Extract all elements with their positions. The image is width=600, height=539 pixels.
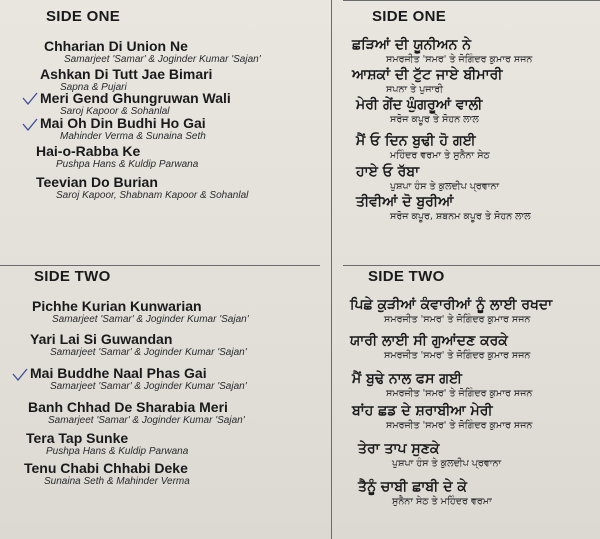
track-title: Mai Oh Din Budhi Ho Gai	[40, 115, 206, 131]
track-credit: Mahinder Verma & Sunaina Seth	[60, 131, 206, 142]
track-title: ਤੈਨੂੰ ਚਾਬੀ ਛਾਬੀ ਦੇ ਕੇ	[358, 479, 467, 495]
track-title: Tera Tap Sunke	[26, 430, 129, 446]
track-title: Chharian Di Union Ne	[44, 38, 188, 54]
track-credit: ਸੁਨੈਨਾ ਸੇਠ ਤੇ ਮਹਿੰਦਰ ਵਰਮਾ	[392, 496, 492, 507]
track-title: ਹਾਏ ਓ ਰੱਬਾ	[356, 164, 420, 180]
track-title: ਛੜਿਆਂ ਦੀ ਯੂਨੀਅਨ ਨੇ	[352, 37, 471, 53]
track-credit: ਸਮਰਜੀਤ 'ਸਮਰ' ਤੇ ਜੋਗਿੰਦਰ ਕੁਮਾਰ ਸਜਨ	[384, 350, 531, 361]
left-track	[40, 115, 206, 143]
center-divider	[331, 0, 332, 539]
track-title: Ashkan Di Tutt Jae Bimari	[40, 66, 213, 82]
left-track	[36, 143, 198, 171]
left-track	[26, 430, 188, 458]
track-credit: ਸਮਰਜੀਤ 'ਸਮਰ' ਤੇ ਜੋਗਿੰਦਰ ਕੁਮਾਰ ਸਜਨ	[386, 54, 533, 65]
track-title: ਯਾਰੀ ਲਾਈ ਸੀ ਗੁਆਂਦਣ ਕਰਕੇ	[350, 333, 508, 349]
track-credit: Pushpa Hans & Kuldip Parwana	[56, 159, 199, 170]
right-track	[356, 132, 490, 162]
track-credit: ਸਮਰਜੀਤ 'ਸਮਰ' ਤੇ ਜੋਗਿੰਦਰ ਕੁਮਾਰ ਸਜਨ	[384, 314, 531, 325]
left-track	[40, 90, 231, 118]
track-credit: Pushpa Hans & Kuldip Parwana	[46, 446, 189, 457]
track-title: Mai Buddhe Naal Phas Gai	[30, 365, 207, 381]
pen-check-mark-icon	[22, 92, 38, 106]
right-track	[356, 193, 531, 223]
right-track	[350, 296, 552, 326]
track-credit: Sapna & Pujari	[60, 82, 127, 93]
left-side-two-heading: SIDE TWO	[34, 268, 111, 285]
right-side-two-rule	[343, 265, 600, 266]
right-track	[352, 370, 532, 400]
track-title: ਮੇਰੀ ਗੇਂਦ ਘੁੰਗਰੂਆਂ ਵਾਲੀ	[356, 97, 483, 113]
track-credit: ਸਪਨਾ ਤੇ ਪੁਜਾਰੀ	[386, 84, 444, 95]
left-side-one-heading: SIDE ONE	[46, 8, 121, 25]
track-credit: ਸਰੋਜ ਕਪੂਰ ਤੇ ਸੋਹਨ ਲਾਲ	[390, 114, 479, 125]
track-credit: ਸਮਰਜੀਤ 'ਸਮਰ' ਤੇ ਜੋਗਿੰਦਰ ਕੁਮਾਰ ਸਜਨ	[386, 420, 533, 431]
track-title: Meri Gend Ghungruwan Wali	[40, 90, 231, 106]
track-title: ਮੈਂ ਓ ਦਿਨ ਬੁਢੀ ਹੋ ਗਈ	[356, 133, 476, 149]
right-side-one-heading: SIDE ONE	[372, 8, 447, 25]
track-credit: Saroj Kapoor & Sohanlal	[60, 106, 170, 117]
track-title: ਤੀਵੀਆਂ ਦੋ ਬੁਰੀਆਂ	[356, 194, 454, 210]
left-track	[30, 365, 247, 393]
right-track	[352, 66, 503, 96]
left-side-two-rule	[0, 265, 320, 266]
track-title: ਆਸ਼ਕਾਂ ਦੀ ਟੁੱਟ ਜਾਏ ਬੀਮਾਰੀ	[352, 67, 503, 83]
track-credit: Saroj Kapoor, Shabnam Kapoor & Sohanlal	[56, 190, 249, 201]
track-title: Yari Lai Si Guwandan	[30, 331, 173, 347]
track-title: ਮੈਂ ਬੁਢੇ ਨਾਲ ਫਸ ਗਈ	[352, 371, 463, 387]
right-side-two-heading: SIDE TWO	[368, 268, 445, 285]
left-track	[28, 399, 245, 427]
track-title: ਬਾਂਹ ਛਡ ਦੇ ਸ਼ਰਾਬੀਆ ਮੇਰੀ	[352, 403, 493, 419]
right-track	[352, 402, 532, 432]
track-title: Hai-o-Rabba Ke	[36, 143, 141, 159]
track-title: Tenu Chabi Chhabi Deke	[24, 460, 188, 476]
track-credit: ਸਮਰਜੀਤ 'ਸਮਰ' ਤੇ ਜੋਗਿੰਦਰ ਕੁਮਾਰ ਸਜਨ	[386, 388, 533, 399]
right-top-rule	[343, 0, 600, 1]
track-credit: Samarjeet 'Samar' & Joginder Kumar 'Sajan'	[48, 415, 245, 426]
track-credit: ਮਹਿੰਦਰ ਵਰਮਾ ਤੇ ਸੁਨੈਨਾ ਸੇਠ	[390, 150, 490, 161]
track-credit: Samarjeet 'Samar' & Joginder Kumar 'Sajan'	[64, 54, 261, 65]
left-track	[24, 460, 190, 488]
track-title: ਤੇਰਾ ਤਾਪ ਸੁਣਕੇ	[358, 441, 440, 457]
track-credit: ਸਰੋਜ ਕਪੂਰ, ਸ਼ਬਨਮ ਕਪੂਰ ਤੇ ਸੋਹਨ ਲਾਲ	[390, 211, 531, 222]
track-credit: ਪੁਸ਼ਪਾ ਹੰਸ ਤੇ ਕੁਲਦੀਪ ਪ੍ਰਵਾਨਾ	[390, 181, 500, 192]
left-track	[36, 174, 248, 202]
track-credit: Samarjeet 'Samar' & Joginder Kumar 'Sajan'	[50, 381, 247, 392]
right-track	[352, 36, 532, 66]
left-track	[32, 298, 249, 326]
track-credit: Sunaina Seth & Mahinder Verma	[44, 476, 190, 487]
track-title: Pichhe Kurian Kunwarian	[32, 298, 202, 314]
right-track	[358, 440, 501, 470]
right-track	[358, 478, 492, 508]
left-track	[30, 331, 247, 359]
right-track	[356, 163, 499, 193]
track-title: Teevian Do Burian	[36, 174, 158, 190]
pen-check-mark-icon	[22, 118, 38, 132]
right-track	[356, 96, 482, 126]
right-track	[350, 332, 530, 362]
track-title: Banh Chhad De Sharabia Meri	[28, 399, 228, 415]
track-credit: ਪੁਸ਼ਪਾ ਹੰਸ ਤੇ ਕੁਲਦੀਪ ਪ੍ਰਵਾਨਾ	[392, 458, 502, 469]
pen-check-mark-icon	[12, 368, 28, 382]
left-track	[44, 38, 261, 66]
track-credit: Samarjeet 'Samar' & Joginder Kumar 'Sajan'	[52, 314, 249, 325]
track-title: ਪਿਛੇ ਕੁੜੀਆਂ ਕੰਵਾਰੀਆਂ ਨੂੰ ਲਾਈ ਰਖਦਾ	[350, 297, 553, 313]
track-credit: Samarjeet 'Samar' & Joginder Kumar 'Sajan'	[50, 347, 247, 358]
